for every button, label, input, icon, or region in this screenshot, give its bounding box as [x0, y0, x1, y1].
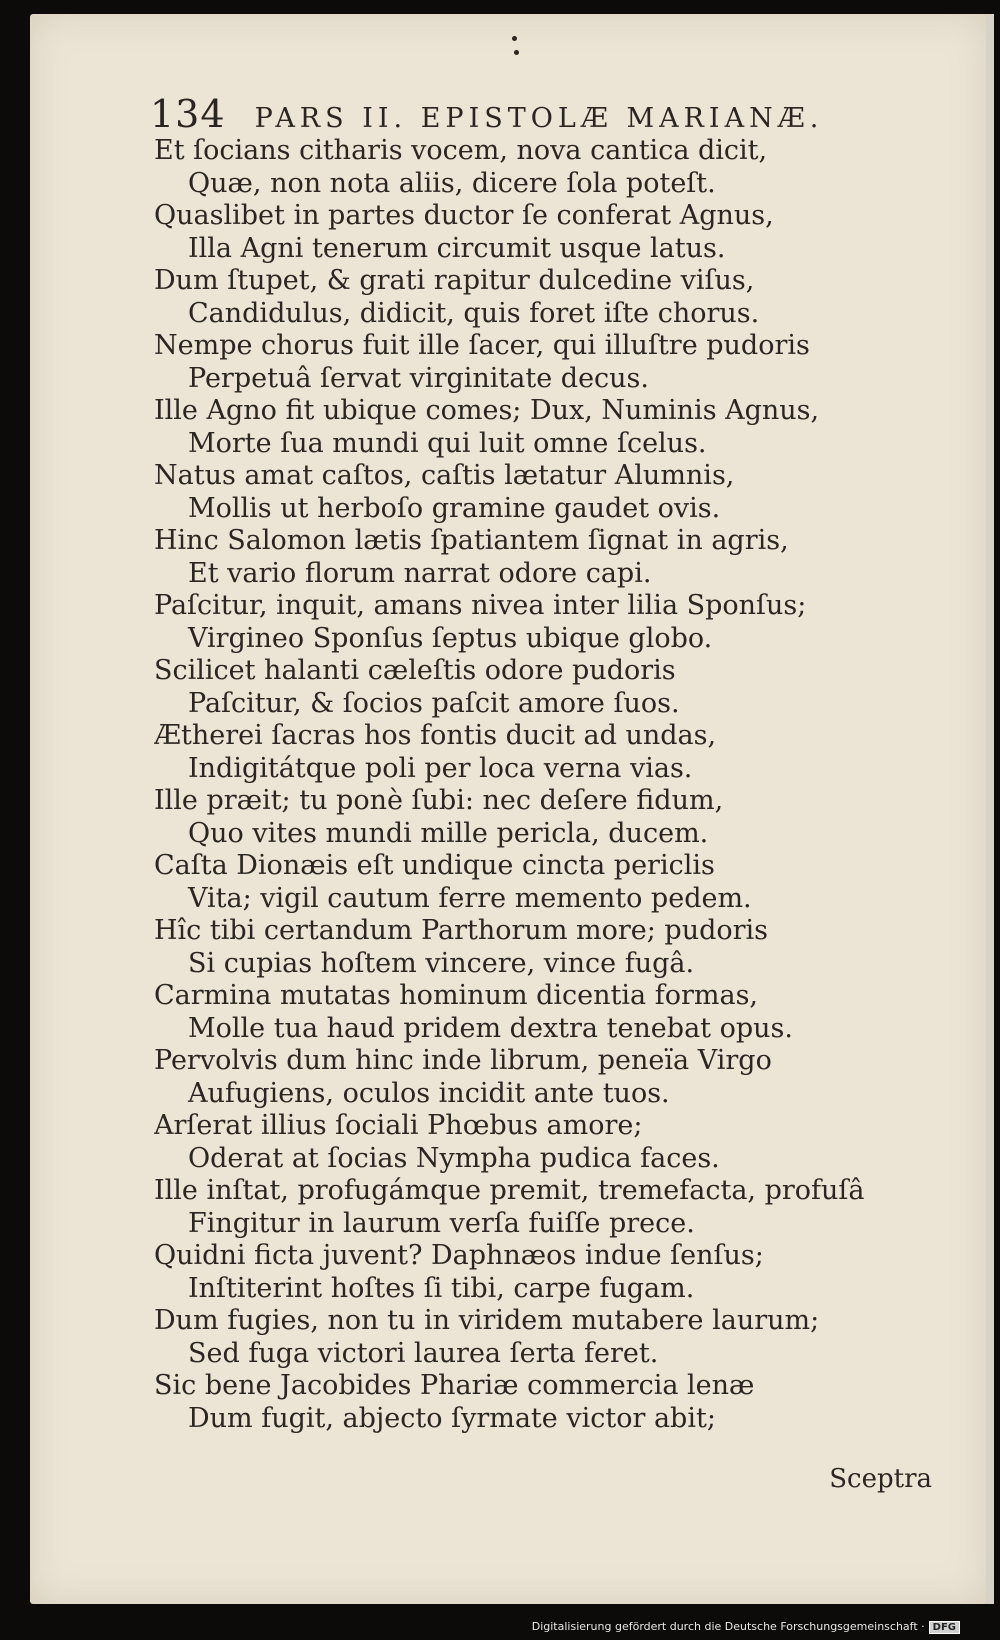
- verse-line: Dum fugies, non tu in viridem mutabere laurum;: [154, 1305, 820, 1336]
- verse-line: Si cupias hoſtem vincere, vince fugâ.: [188, 947, 695, 979]
- verse-line: Aufugiens, oculos incidit ante tuos.: [188, 1077, 670, 1109]
- verse-line: Ætherei ſacras hos fontis ducit ad undas,: [154, 720, 717, 751]
- verse-line: Paſcitur, inquit, amans nivea inter lilia Sponſus;: [154, 590, 807, 621]
- verse-text: [154, 135, 924, 1435]
- verse-line: Hîc tibi certandum Parthorum more; pudoris: [154, 915, 769, 946]
- verse-line: Ille Agno fit ubique comes; Dux, Numinis Agnus,: [154, 395, 820, 426]
- verse-line: Paſcitur, & ſocios paſcit amore ſuos.: [188, 687, 680, 719]
- verse-line: Virgineo Sponſus ſeptus ubique globo.: [188, 622, 713, 654]
- ink-mark: [512, 36, 517, 41]
- verse-line: Candidulus, didicit, quis foret iſte chorus.: [188, 297, 760, 329]
- verse-line: Natus amat caſtos, caſtis lætatur Alumnis,: [154, 460, 735, 491]
- catchword: Sceptra: [829, 1464, 932, 1494]
- verse-line: Indigitátque poli per loca verna vias.: [188, 752, 693, 784]
- verse-line: Perpetuâ ſervat virginitate decus.: [188, 362, 649, 394]
- verse-line: Quaslibet in partes ductor ſe conferat Agnus,: [154, 200, 774, 231]
- ink-mark: [514, 50, 519, 55]
- verse-line: Oderat at ſocias Nympha pudica faces.: [188, 1142, 720, 1174]
- verse-line: Et vario florum narrat odore capi.: [188, 557, 652, 589]
- verse-line: Quæ, non nota aliis, dicere ſola poteſt.: [188, 167, 716, 199]
- credit-text: Digitalisierung gefördert durch die Deutsche Forschungsgemeinschaft ·: [531, 1620, 925, 1633]
- verse-line: Dum ſtupet, & grati rapitur dulcedine viſus,: [154, 265, 755, 296]
- verse-line: Arſerat illius ſociali Phœbus amore;: [154, 1110, 643, 1141]
- page-edge: [986, 14, 994, 1604]
- page-number: 134: [150, 92, 226, 136]
- verse-line: Mollis ut herboſo gramine gaudet ovis.: [188, 492, 721, 524]
- verse-line: Pervolvis dum hinc inde librum, peneïa Virgo: [154, 1045, 772, 1076]
- verse-line: Ille præit; tu ponè ſubi: nec deſere fidum,: [154, 785, 724, 816]
- verse-line: Caſta Dionæis eſt undique cincta periclis: [154, 850, 715, 881]
- verse-line: Inſtiterint hoſtes ſi tibi, carpe fugam.: [188, 1272, 695, 1304]
- verse-line: Morte ſua mundi qui luit omne ſcelus.: [188, 427, 707, 459]
- dfg-logo: DFG: [929, 1621, 960, 1634]
- running-header: [150, 92, 850, 136]
- verse-line: Ille inſtat, profugámque premit, tremefacta, profuſâ: [154, 1175, 865, 1206]
- verse-line: Molle tua haud pridem dextra tenebat opus.: [188, 1012, 793, 1044]
- footer-bar: [0, 1604, 1000, 1640]
- verse-line: Carmina mutatas hominum dicentia formas,: [154, 980, 759, 1011]
- running-title: PARS II. EPISTOLÆ MARIANÆ.: [254, 103, 824, 134]
- verse-line: Et ſocians citharis vocem, nova cantica dicit,: [154, 135, 768, 166]
- footer-credit: [532, 1620, 960, 1634]
- verse-line: Sed fuga victori laurea ſerta feret.: [188, 1337, 659, 1369]
- verse-line: Hinc Salomon lætis ſpatiantem ſignat in agris,: [154, 525, 789, 556]
- verse-line: Dum fugit, abjecto ſyrmate victor abit;: [188, 1402, 716, 1434]
- verse-line: Sic bene Jacobides Phariæ commercia lenæ: [154, 1370, 755, 1401]
- verse-line: Fingitur in laurum verſa fuiſſe prece.: [188, 1207, 695, 1239]
- verse-line: Illa Agni tenerum circumit usque latus.: [188, 232, 726, 264]
- verse-line: Quo vites mundi mille pericla, ducem.: [188, 817, 709, 849]
- verse-line: Nempe chorus fuit ille ſacer, qui illuſtre pudoris: [154, 330, 810, 361]
- verse-line: Vita; vigil cautum ferre memento pedem.: [188, 882, 752, 914]
- verse-line: Quidni ficta juvent? Daphnæos indue ſenſus;: [154, 1240, 764, 1271]
- verse-line: Scilicet halanti cæleſtis odore pudoris: [154, 655, 676, 686]
